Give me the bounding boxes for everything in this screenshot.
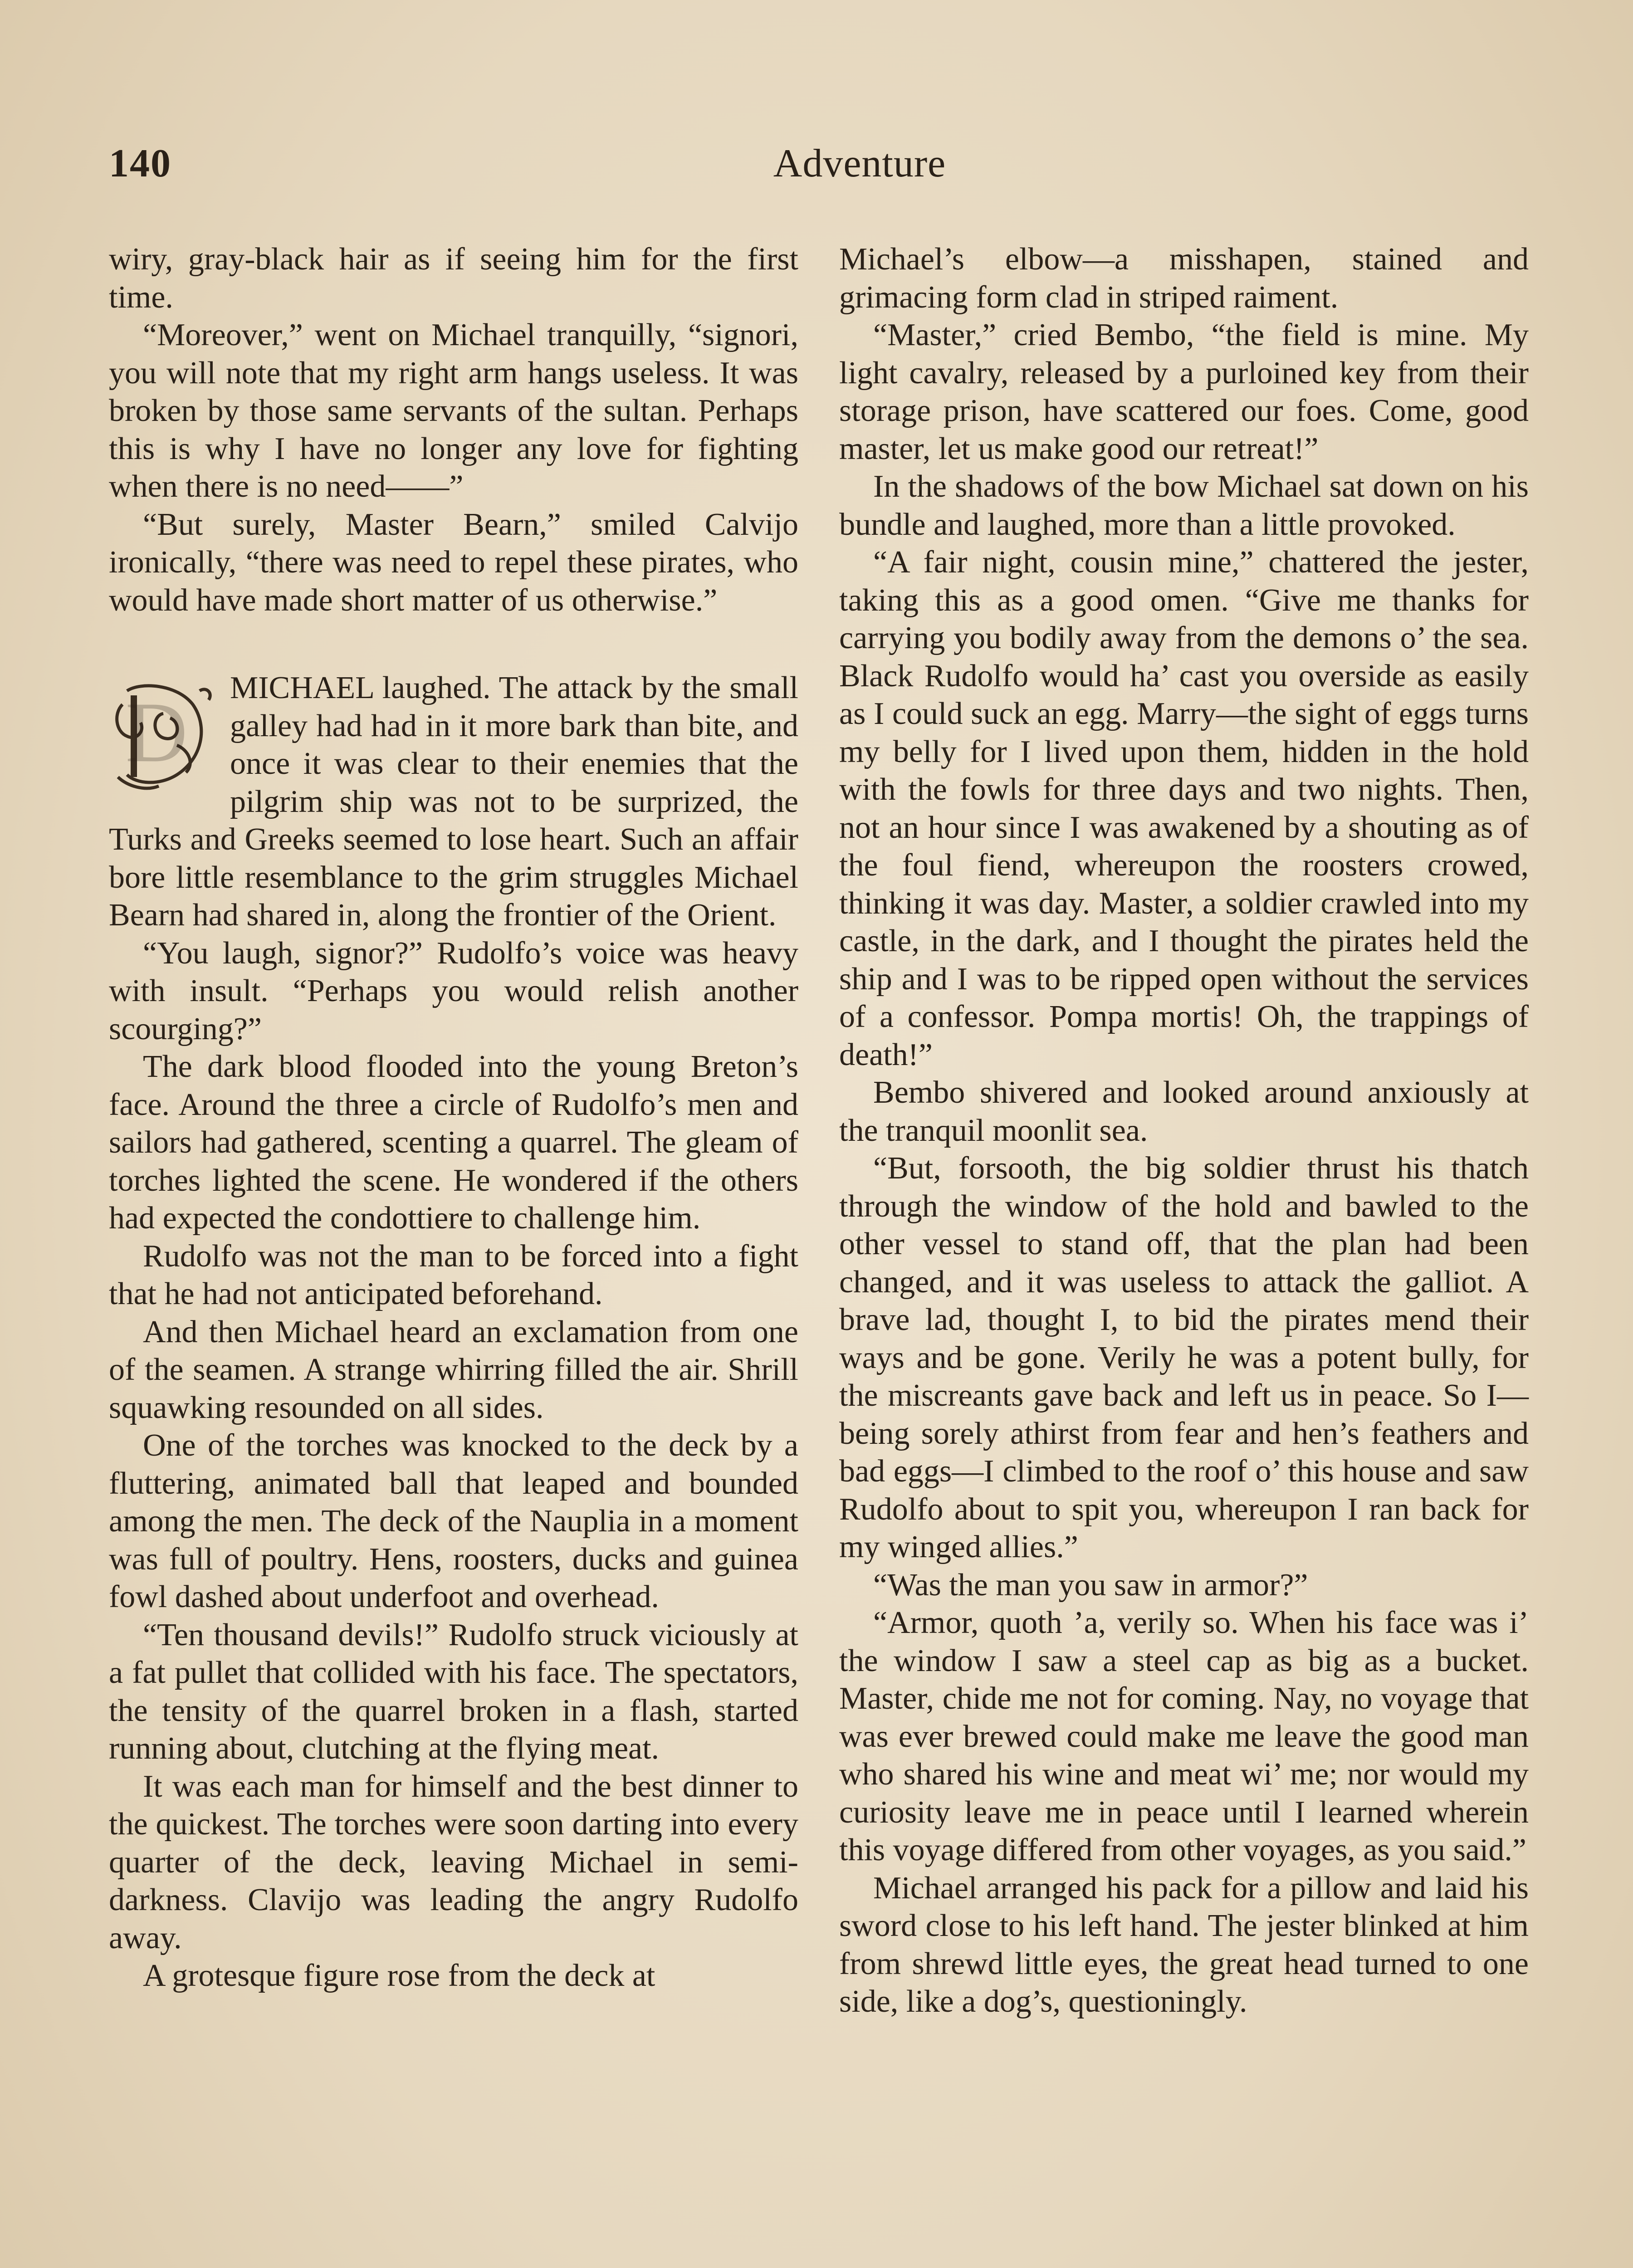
paragraph: Rudolfo was not the man to be forced into a fight that he had not anticipated beforehand. xyxy=(109,1238,798,1311)
paragraph-text: MICHAEL laughed. The attack by the small galley had had in it more bark than bite, and once it was clear to their enemies that the pilgrim ship was not to be surprized, the Turks and Greeks seemed to lose heart. Such an affair bore little resemblance to the grim struggles Michael Bearn had shared in, along the frontier of the Orient. xyxy=(109,670,798,933)
paragraph: Michael arranged his pack for a pillow and laid his sword close to his left hand. The jester blinked at him from shrewd little eyes, the great head turned to one side, like a dog’s, questioningly. xyxy=(839,1870,1529,2019)
paragraph: “Armor, quoth ’a, verily so. When his face was i’ the window I saw a steel cap as big as a bucket. Master, chide me not for coming. Nay, no voyage that was ever brewed could make me leave the good man who shared his wine and meat wi’ me; nor would my curiosity leave me in peace until I learned wherein this voyage differed from other voyages, as you said.” xyxy=(839,1605,1529,1867)
page-number: 140 xyxy=(109,142,171,186)
paragraph: It was each man for himself and the best dinner to the quickest. The torches were soon darting into every quarter of the deck, leaving Michael in semi-darkness. Clavijo was leading the angry Rudolfo away. xyxy=(109,1769,798,1955)
ornamental-drop-cap xyxy=(109,673,220,795)
left-column xyxy=(109,240,798,1995)
paragraph: And then Michael heard an exclamation from one of the seamen. A strange whirring filled the air. Shrill squawking resounded on all sides. xyxy=(109,1314,798,1425)
svg-text:D: D xyxy=(125,685,188,780)
paragraph: “Was the man you saw in armor?” xyxy=(873,1567,1308,1603)
paragraph: “But, forsooth, the big soldier thrust his thatch through the window of the hold and bawled to the other vessel to stand off, that the plan had been changed, and it was useless to attack the galliot. A brave lad, thought I, to bid the pirates mend their ways and be gone. Verily he was a potent bully, for the miscreants gave back and left us in peace. So I—being sorely athirst from fear and hen’s feathers and bad eggs—I climbed to the roof o’ this house and saw Rudolfo about to spit you, whereupon I ran back for my winged allies.” xyxy=(839,1151,1529,1564)
paragraph: Bembo shivered and looked around anxiously at the tranquil moonlit sea. xyxy=(839,1075,1529,1148)
paragraph: The dark blood flooded into the young Breton’s face. Around the three a circle of Rudolfo’s men and sailors had gathered, scenting a quarrel. The gleam of torches lighted the scene. He wondered if the others had expected the condottiere to challenge him. xyxy=(109,1049,798,1236)
section-opening-paragraph xyxy=(109,669,798,934)
paragraph: One of the torches was knocked to the deck by a fluttering, animated ball that leaped and bounded among the men. The deck of the Nauplia in a moment was full of poultry. Hens, roosters, ducks and guinea fowl dashed about underfoot and overhead. xyxy=(109,1428,798,1614)
paragraph: “You laugh, signor?” Rudolfo’s voice was heavy with insult. “Perhaps you would relish another scourging?” xyxy=(109,935,798,1046)
paragraph: “A fair night, cousin mine,” chattered the jester, taking this as a good omen. “Give me thanks for carrying you bodily away from the demons o’ the sea. Black Rudolfo would ha’ cast you overside as easily as I could suck an egg. Marry—the sight of eggs turns my belly for I lived upon them, hidden in the hold with the fowls for three days and two nights. Then, not an hour since I was awakened by a shouting as of the foul fiend, whereupon the roosters crowed, thinking it was day. Master, a soldier crawled into my castle, in the dark, and I thought the pirates held the ship and I was to be ripped open without the services of a confessor. Pompa mortis! Oh, the trappings of death!” xyxy=(839,545,1529,1072)
running-title: Adventure xyxy=(773,142,946,186)
right-column xyxy=(839,240,1529,2021)
paragraph: wiry, gray-black hair as if seeing him for the first time. xyxy=(109,242,798,315)
paragraph: “Ten thousand devils!” Rudolfo struck viciously at a fat pullet that collided with his face. The spectators, the tensity of the quarrel broken in a flash, started running about, clutching at the flying meat. xyxy=(109,1617,798,1766)
paragraph: Michael’s elbow—a misshapen, stained and grimacing form clad in striped raiment. xyxy=(839,242,1529,315)
paragraph: “Master,” cried Bembo, “the field is mine. My light cavalry, released by a purloined key from their storage prison, have scattered our foes. Come, good master, let us make good our retreat!” xyxy=(839,318,1529,466)
paragraph: “But surely, Master Bearn,” smiled Calvijo ironically, “there was need to repel these pirates, who would have made short matter of us otherwise.” xyxy=(109,507,798,618)
paragraph: A grotesque figure rose from the deck at xyxy=(143,1958,655,1993)
drop-cap-ornament-icon xyxy=(109,673,220,795)
paragraph: In the shadows of the bow Michael sat down on his bundle and laughed, more than a little provoked. xyxy=(839,469,1529,542)
paragraph: “Moreover,” went on Michael tranquilly, “signori, you will note that my right arm hangs useless. It was broken by those same servants of the sultan. Perhaps this is why I have no longer any love for fighting when there is no need——” xyxy=(109,318,798,504)
page-header xyxy=(109,141,1529,204)
